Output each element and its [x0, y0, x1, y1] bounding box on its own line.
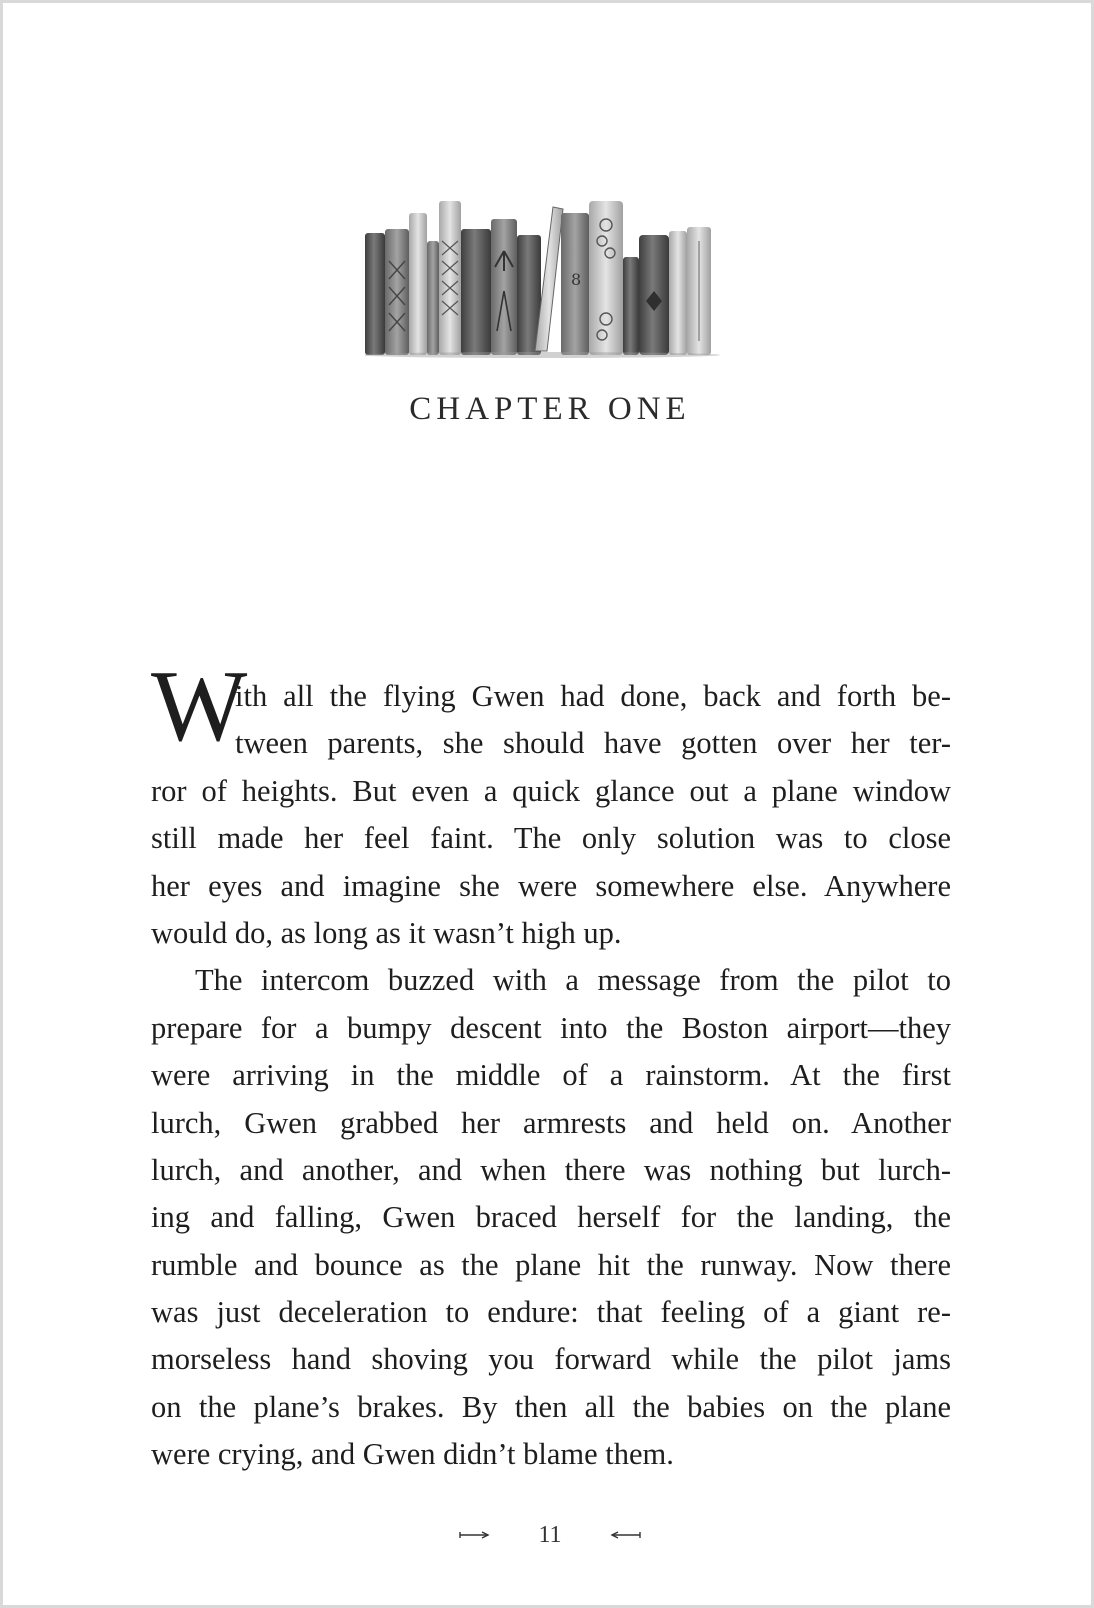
text-line: lurch, Gwen grabbed her armrests and held on. Another: [151, 1105, 951, 1140]
right-ornament-icon: [608, 1530, 642, 1540]
text-line: were crying, and Gwen didn’t blame them.: [151, 1437, 674, 1472]
bookshelf-illustration: [365, 201, 741, 361]
text-line: morseless hand shoving you forward while the pilot jams: [151, 1342, 951, 1377]
text-line: The intercom buzzed with a message from the pilot to: [195, 963, 951, 998]
text-line: rumble and bounce as the plane hit the runway. Now there: [151, 1247, 951, 1282]
page-number: 11: [538, 1521, 562, 1548]
text-line: lurch, and another, and when there was nothing but lurch-: [151, 1152, 951, 1187]
text-line: still made her feel faint. The only solution was to close: [151, 821, 951, 856]
text-line: ror of heights. But even a quick glance out a plane window: [151, 773, 951, 808]
text-line: on the plane’s brakes. By then all the babies on the plane: [151, 1389, 951, 1424]
drop-cap: W: [151, 650, 248, 763]
page-footer: [3, 1521, 1094, 1549]
text-line: prepare for a bumpy descent into the Boston airport—they: [151, 1010, 951, 1045]
body-text: [151, 673, 951, 1479]
text-line: were arriving in the middle of a rainstorm. At the first: [151, 1058, 951, 1093]
text-line: ing and falling, Gwen braced herself for the landing, the: [151, 1200, 951, 1235]
text-line: ith all the flying Gwen had done, back and forth be-: [235, 679, 951, 713]
text-line: tween parents, she should have gotten over her ter-: [235, 726, 951, 761]
svg-text:8: 8: [571, 270, 582, 289]
chapter-heading: CHAPTER ONE: [409, 391, 691, 427]
text-line: her eyes and imagine she were somewhere else. Anywhere: [151, 868, 951, 903]
left-ornament-icon: [458, 1530, 492, 1540]
text-line: was just deceleration to endure: that feeling of a giant re-: [151, 1295, 951, 1330]
text-line: would do, as long as it wasn’t high up.: [151, 915, 622, 950]
